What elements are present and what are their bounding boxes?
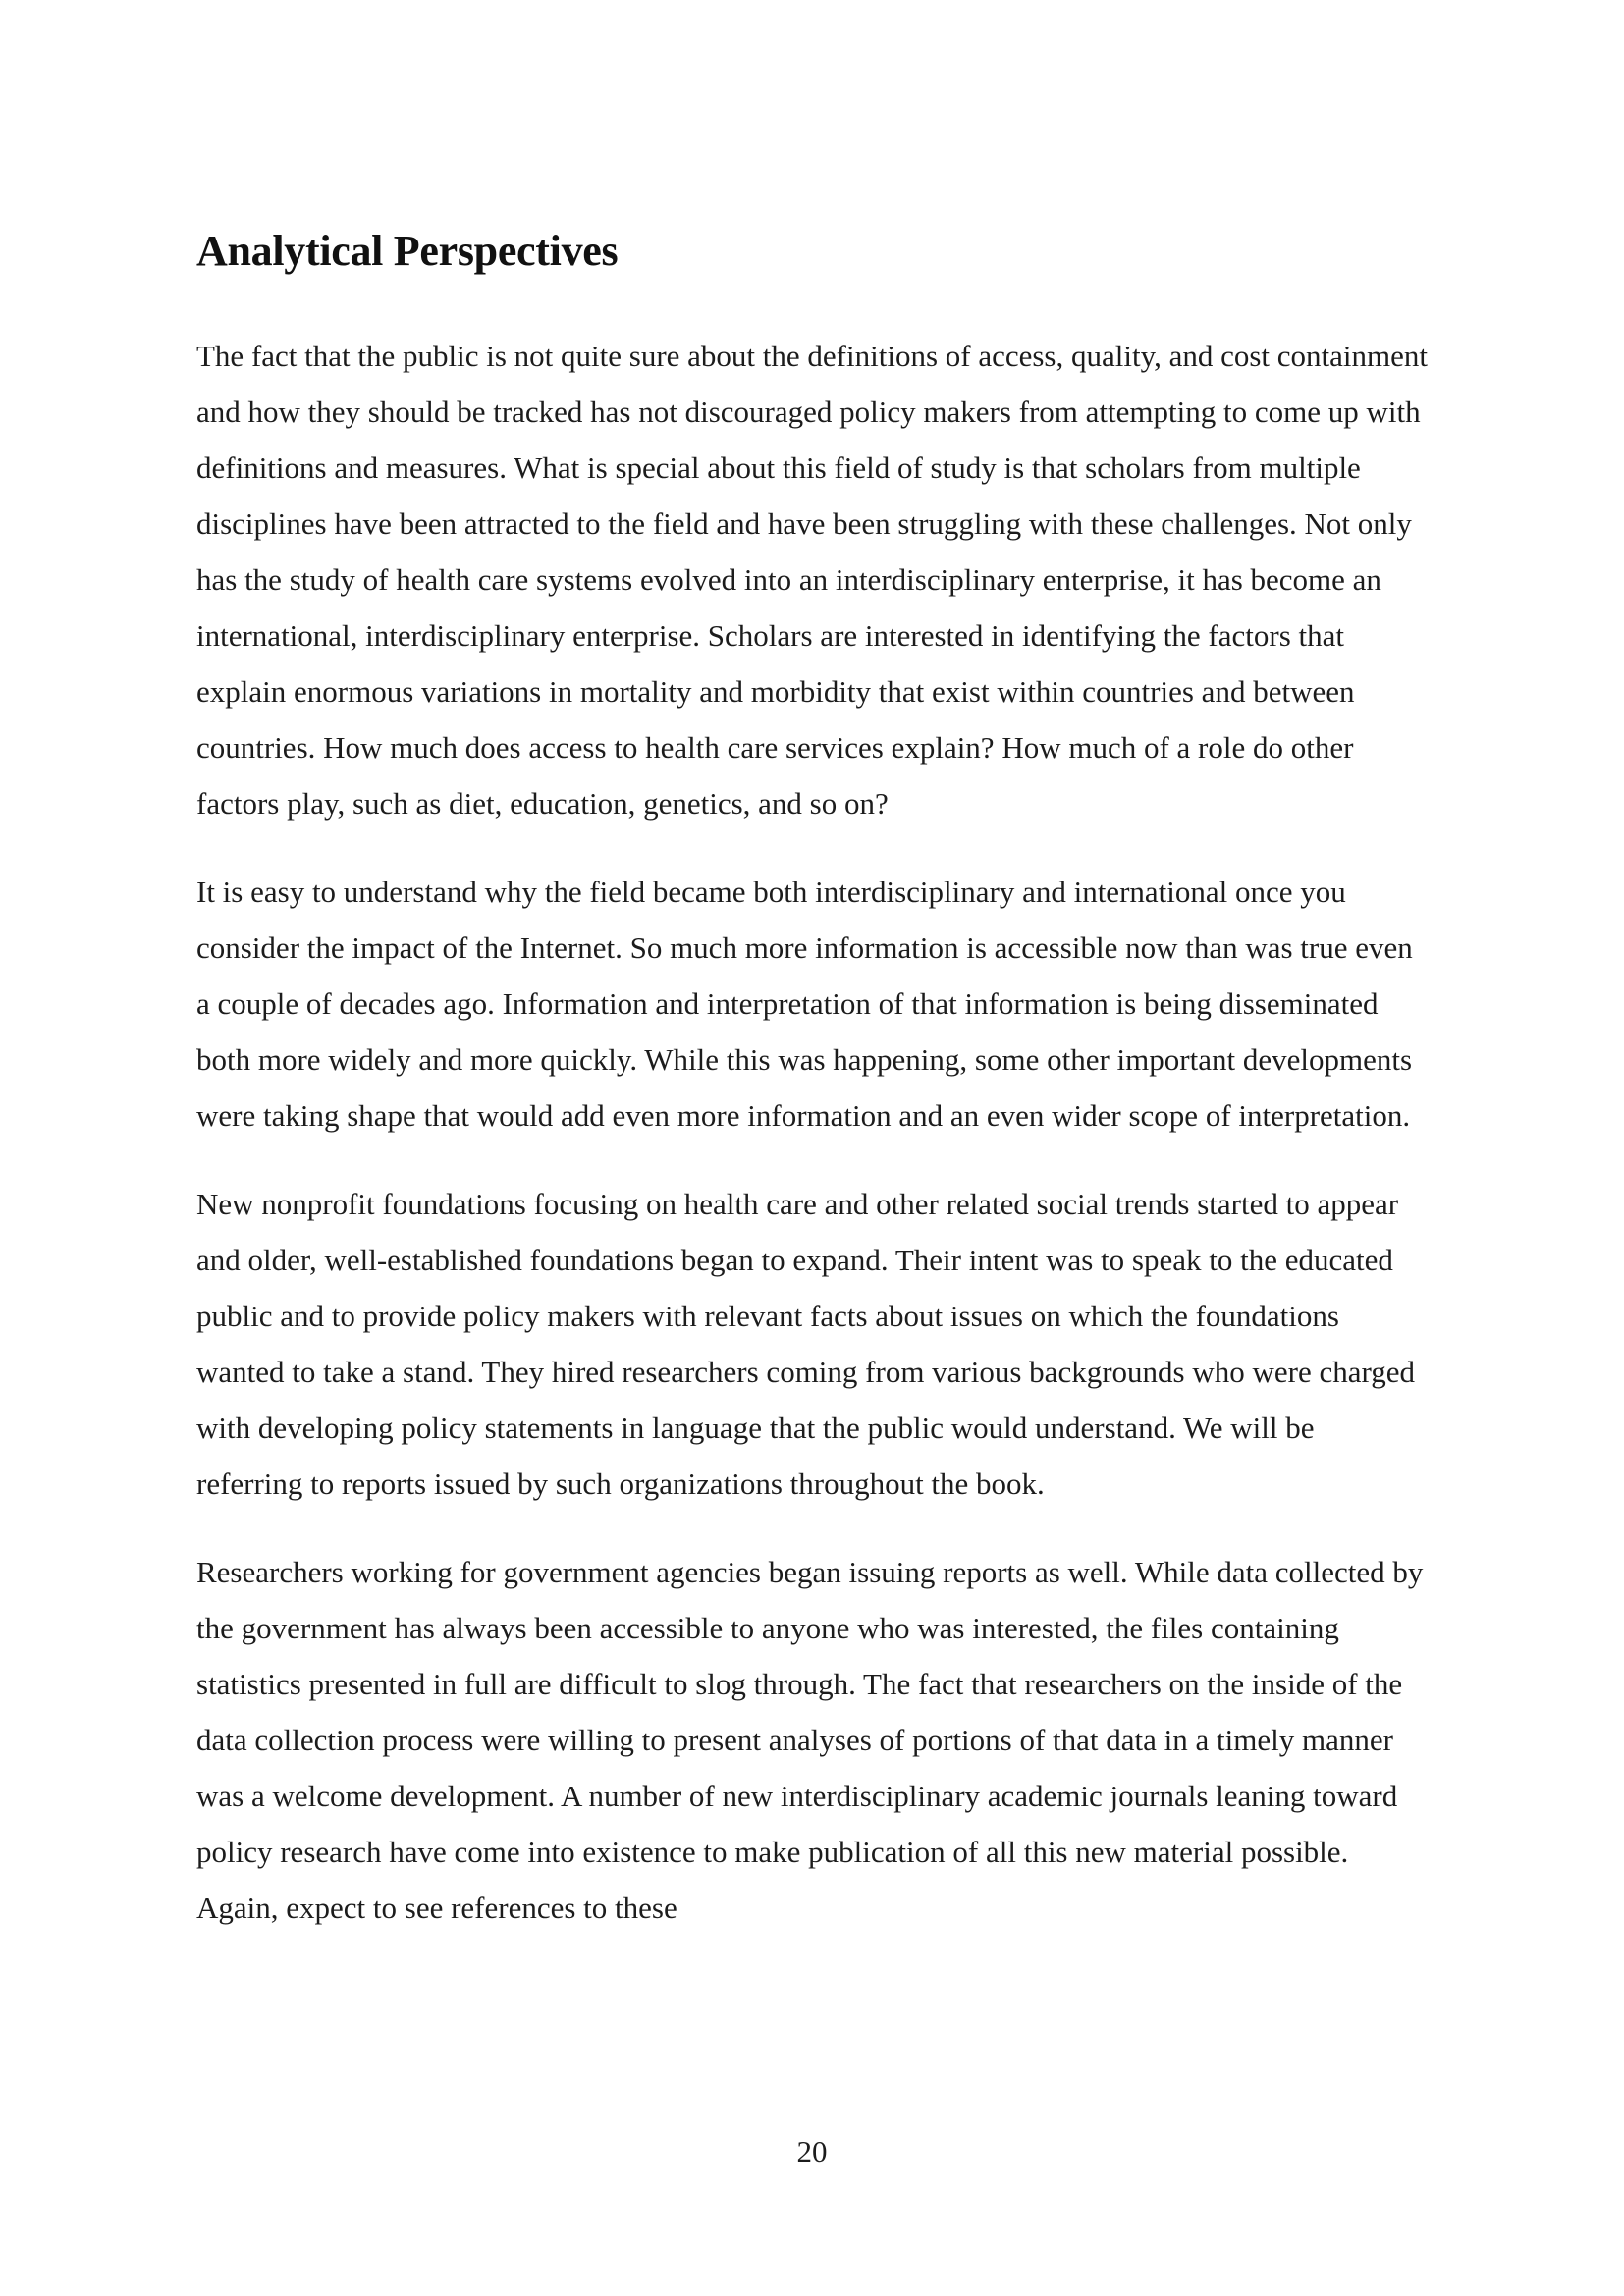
page-number: 20: [796, 2134, 828, 2168]
paragraph-4: Researchers working for government agencies began issuing reports as well. While data collected by the government has always been accessible to anyone who was interested, the files containing statistics presented in full are difficult to slog through. The fact that researchers on the inside of the data collection process were willing to present analyses of portions of that data in a timely manner was a welcome development. A number of new interdisciplinary academic journals leaning toward policy research have come into existence to make publication of all this new material possible. Again, expect to see references to these: [196, 1555, 1424, 1925]
paragraph-2: It is easy to understand why the field became both interdisciplinary and international once you consider the impact of the Internet. So much more information is accessible now than was true even a couple of decades ago. Information and interpretation of that information is being disseminated both more widely and more quickly. While this was happening, some other important developments were taking shape that would add even more information and an even wider scope of interpretation.: [196, 875, 1413, 1133]
paragraph-3: New nonprofit foundations focusing on health care and other related social trends started to appear and older, well-established foundations began to expand. Their intent was to speak to the educated public and to provide policy makers with relevant facts about issues on which the foundations wanted to take a stand. They hired researchers coming from various backgrounds who were charged with developing policy statements in language that the public would understand. We will be referring to reports issued by such organizations throughout the book.: [196, 1187, 1415, 1501]
paragraph-1: The fact that the public is not quite sure about the definitions of access, quality, and cost containment and how they should be tracked has not discouraged policy makers from attempting to come up with definitions and measures. What is special about this field of study is that scholars from multiple disciplines have been attracted to the field and have been struggling with these challenges. Not only has the study of health care systems evolved into an interdisciplinary enterprise, it has become an international, interdisciplinary enterprise. Scholars are interested in identifying the factors that explain enormous variations in mortality and morbidity that exist within countries and between countries. How much does access to health care services explain? How much of a role do other factors play, such as diet, education, genetics, and so on?: [196, 339, 1429, 821]
body-text: [196, 328, 1428, 1968]
section-heading: Analytical Perspectives: [196, 227, 619, 275]
